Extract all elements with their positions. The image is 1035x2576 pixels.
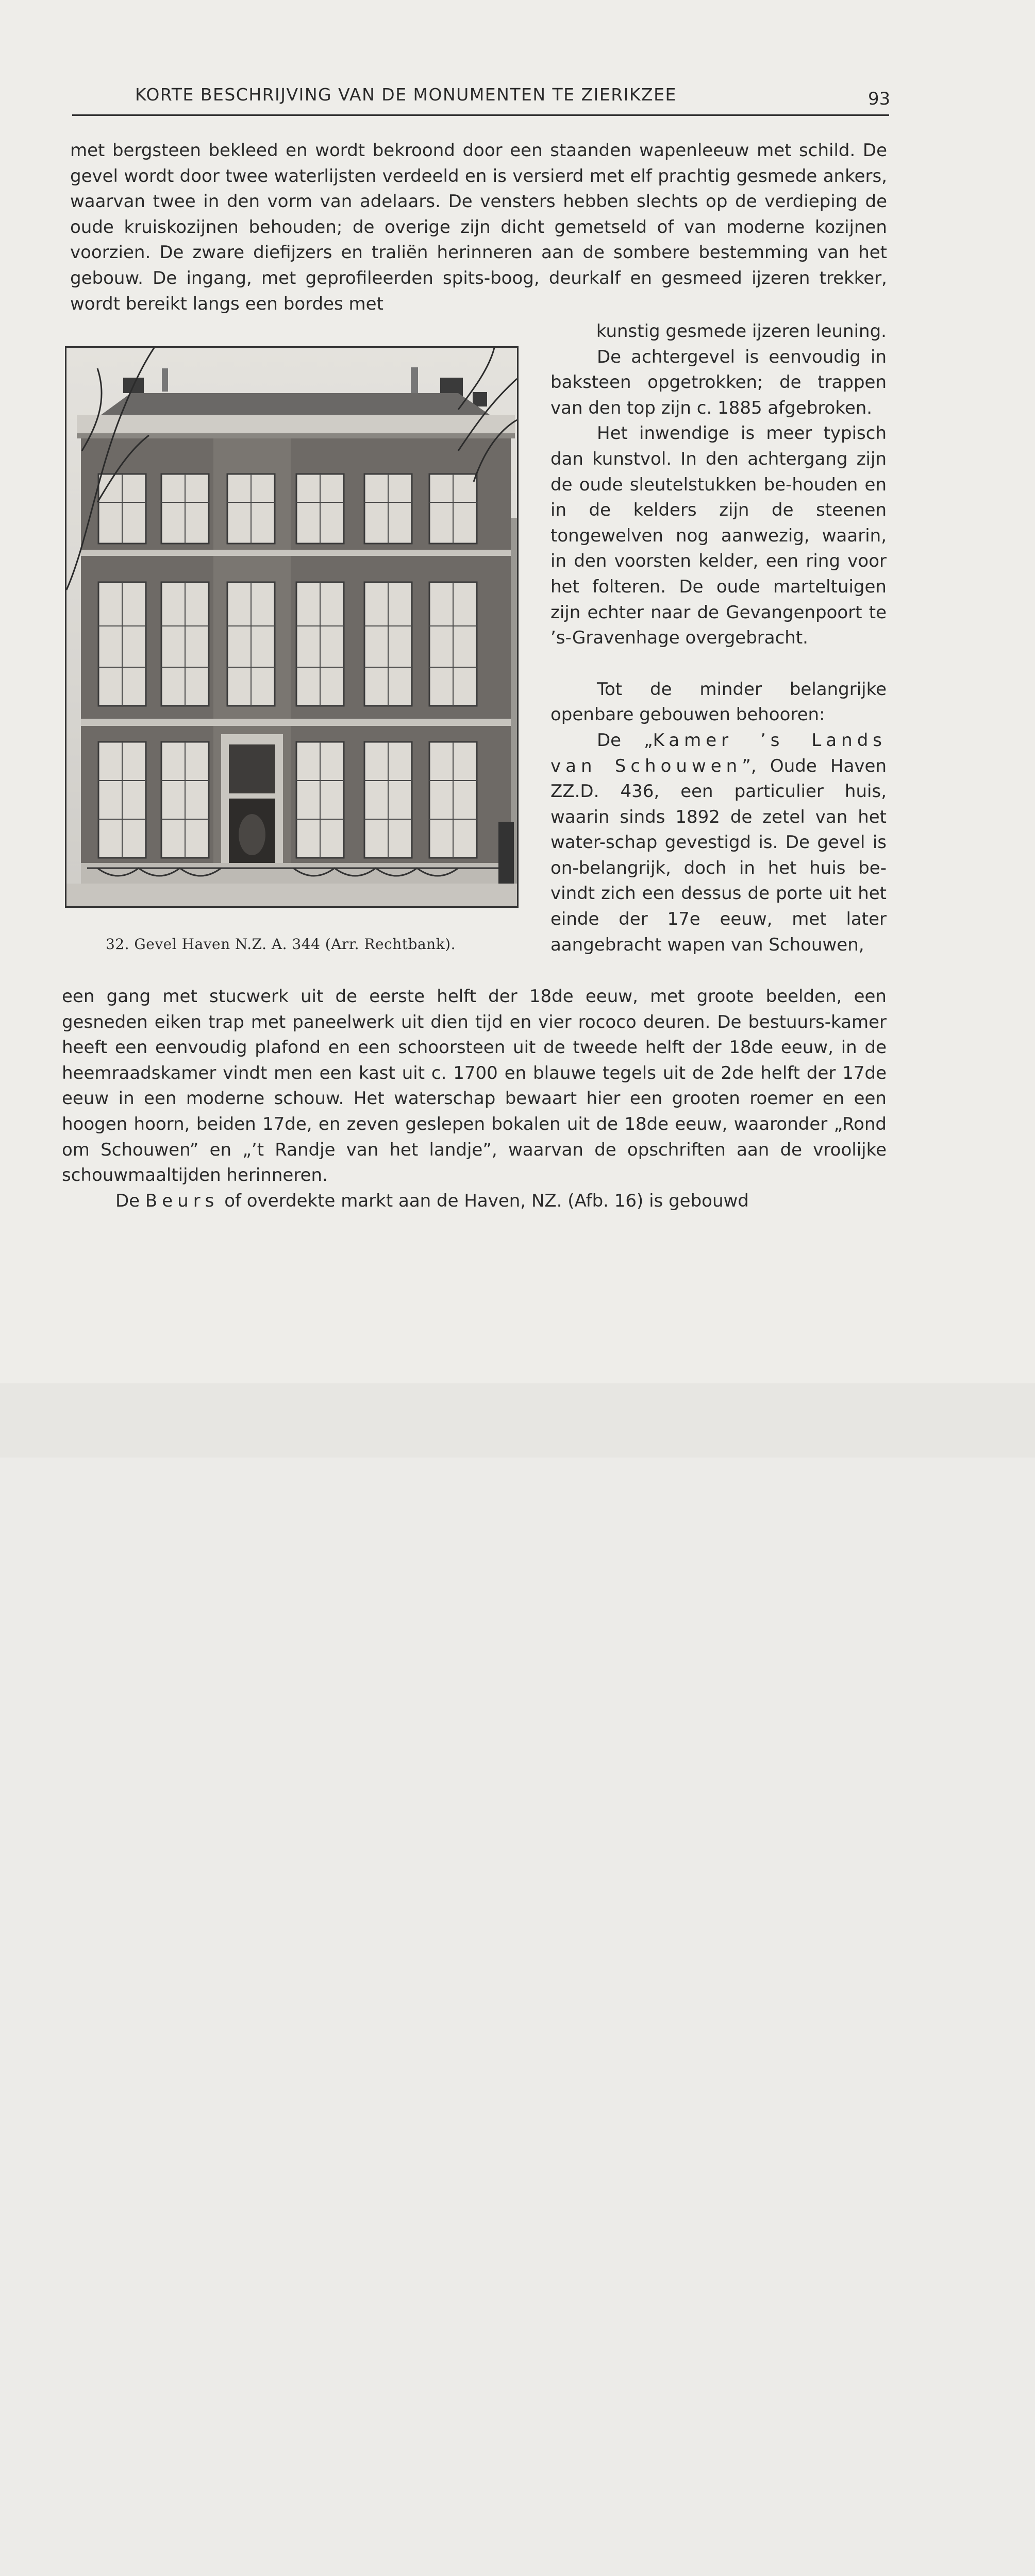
paragraph-5-continued: een gang met stucwerk uit de eerste helft der 18de eeuw, met groote beelden, een gesneden eiken trap met paneelwerk uit dien tijd en vier rococo deuren. De bestuurs-kamer heeft een eenvoudig plafond en een schoorsteen uit de tweede helft der 18de eeuw, in de heemraadskamer vindt men een kast uit c. 1700 en blauwe tegels uit de 2de helft der 17de eeuw in een moderne schouw. Het waterschap bewaart hier een grooten roemer en een hoogen hoorn, beiden 17de, en zeven geslepen bokalen uit de 18de eeuw, waaronder „Rond om Schouwen” en „’t Randje van het landje”, waarvan de opschriften aan de vroolijke schouwmaaltijden herinneren.: [62, 986, 887, 1186]
beurs-heading: Beurs: [145, 1190, 219, 1211]
figure-caption: 32. Gevel Haven N.Z. A. 344 (Arr. Rechtbank).: [106, 936, 456, 953]
p6-prefix: De: [115, 1190, 145, 1211]
facade-photograph: [65, 346, 519, 908]
viewer-footer: [0, 1383, 1035, 1458]
p5-rest: ”, Oude Haven ZZ.D. 436, een particulier huis, waarin sinds 1892 de zetel van het water-schap gevestigd is. De gevel is on-belangrijk, doch in het huis be-vindt zich een dessus de porte uit het einde der 17e eeuw, met later aangebracht wapen van Schouwen,: [550, 755, 887, 955]
p5-prefix: De „: [597, 730, 653, 751]
paragraph-top: [70, 138, 887, 317]
paragraph-1: met bergsteen bekleed en wordt bekroond door een staanden wapenleeuw met schild. De gevel wordt door twee waterlijsten verdeeld en is versierd met elf prachtig gesmede ankers, waarvan twee in den vorm van adelaars. De vensters hebben slechts op de verdieping de oude kruiskozijnen behouden; de overige zijn dicht gemetseld of van moderne kozijnen voorzien. De zware diefijzers en traliën herinneren aan de sombere bestemming van het gebouw. De ingang, met geprofileerden spits-boog, deurkalf en gesmeed ijzeren trekker, wordt bereikt langs een bordes met: [70, 140, 887, 314]
running-title: KORTE BESCHRIJVING VAN DE MONUMENTEN TE ZIERIKZEE: [135, 84, 677, 105]
kamer-heading: Kamer ’s Lands van Schouwen: [550, 730, 887, 776]
paragraph-3: Het inwendige is meer typisch dan kunstvol. In den achtergang zijn de oude sleutelstukken be-houden en in de kelders zijn de steenen tongewelven nog aanwezig, waarin, in den voorsten kelder, een ring voor het folteren. De oude marteltuigen zijn echter naar de Gevangenpoort te ’s-Gravenhage overgebracht.: [550, 423, 887, 649]
paragraph-bottom: [62, 984, 887, 1214]
side-column: [550, 319, 887, 958]
paragraph-4: Tot de minder belangrijke openbare gebouwen behooren:: [550, 679, 887, 725]
p6-rest: of overdekte markt aan de Haven, NZ. (Afb. 16) is gebouwd: [219, 1190, 749, 1211]
header-rule: [72, 114, 889, 116]
paragraph-5-start: [550, 728, 887, 958]
paragraph-2: De achtergevel is eenvoudig in baksteen opgetrokken; de trappen van den top zijn c. 1885 afgebroken.: [550, 346, 887, 418]
paragraph-1-continued: kunstig gesmede ijzeren leuning.: [596, 321, 887, 342]
building-facade-image: [66, 348, 517, 906]
paragraph-6: [62, 1189, 887, 1214]
page-number: 93: [868, 89, 891, 109]
